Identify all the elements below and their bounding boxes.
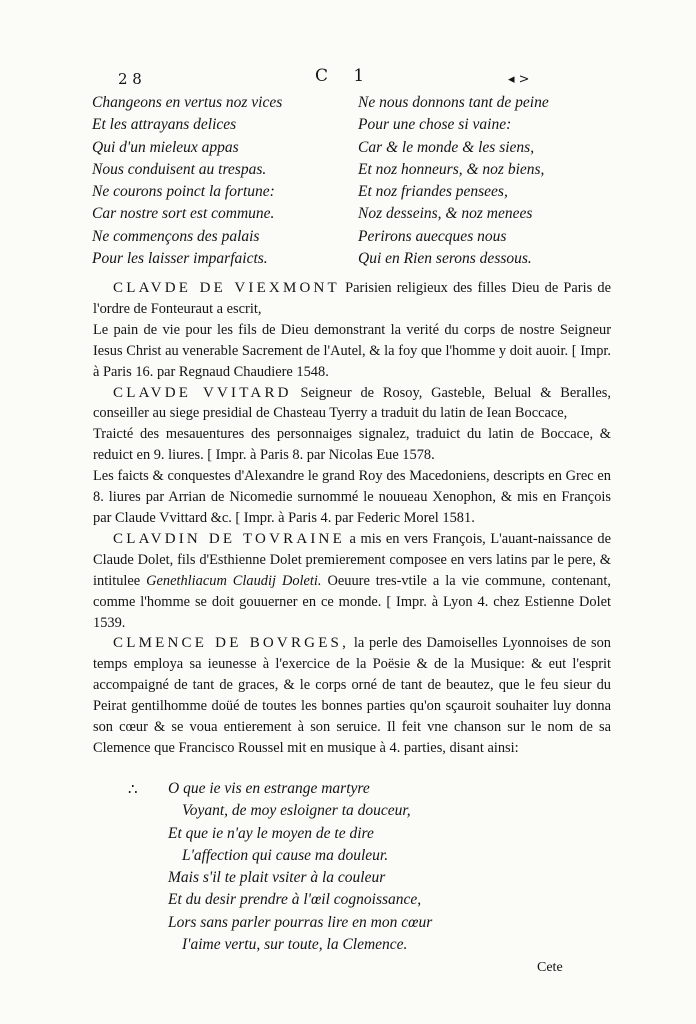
poem-left-column (92, 92, 282, 270)
poem-line: Nous conduisent au trespas. (92, 160, 267, 178)
entry-text: Traicté des mesauentures des personnaiges signalez, traduict du latin de Boccace, & reduict en 9. liures. [ Impr. à Paris 8. par Nicolas Eue 1578. (93, 426, 611, 464)
poem-line: Noz desseins, & noz menees (358, 205, 533, 223)
verse-mark: ∴ (128, 780, 138, 798)
author-name: CLAVDE DE VIEXMONT (113, 280, 340, 296)
verse-line: L'affection qui cause ma douleur. (182, 846, 389, 864)
author-name: CLMENCE DE BOVRGES, (113, 635, 350, 652)
page-number: 2 8 (118, 70, 142, 88)
poem-line: Changeons en vertus noz vices (92, 94, 283, 111)
verse-line: O que ie vis en estrange martyre (168, 780, 370, 797)
entry-work (93, 424, 611, 466)
poem-line: Pour les laisser imparfaicts. (92, 250, 268, 268)
verse-line: Mais s'il te plait vsiter à la couleur (168, 869, 386, 887)
entry-claudin (93, 529, 611, 634)
entry-title-latin: Genethliacum Claudij Doleti. (146, 572, 322, 589)
entry-text: Les faicts & conquestes d'Alexandre le grand Roy des Macedoniens, descripts en Grec en 8. liures par Arrian de Nicomedie surnommé le nouueau Xenophon, & mis en François par Claude Vvittard &c. [ Impr. à Paris 4. par Federic Morel 1581. (93, 468, 611, 526)
entry-text: Seigneur de Rosoy, Gasteble, Belual & Beralles, conseiller au siege presidial de Chasteau Tyerry a traduit du latin de Iean Boccace, (93, 384, 611, 422)
entry-work (93, 320, 611, 383)
entry-work (93, 466, 611, 529)
poem-line: Ne courons poinct la fortune: (92, 183, 275, 201)
entry-vvitard (93, 383, 611, 425)
signature-mark: C 1 (315, 66, 375, 86)
entry-clemence (93, 633, 611, 758)
poem-line: Qui d'un mieleux appas (92, 138, 239, 156)
page-header (110, 66, 580, 92)
poem-line: Et noz honneurs, & noz biens, (358, 160, 545, 178)
verse-line: Et du desir prendre à l'œil cognoissance, (168, 891, 422, 909)
poem-line: Et les attrayans delices (92, 116, 237, 134)
entry-text: Parisien religieux des filles Dieu de Paris de l'ordre de Fonteuraut a escrit, (93, 280, 611, 317)
poem-line: Ne nous donnons tant de peine (358, 94, 549, 111)
poem-right-column (358, 92, 549, 270)
verse-line: Voyant, de moy esloigner ta douceur, (182, 802, 411, 820)
poem-line: Ne commençons des palais (92, 227, 260, 245)
poem-line: Car & le monde & les siens, (358, 138, 535, 156)
author-name: CLAVDE VVITARD (113, 384, 292, 401)
bibliography-entries (93, 278, 611, 759)
entry-text: la perle des Damoiselles Lyonnoises de son temps employa sa ieunesse à l'exercice de la Poësie & de la Musique: & eut l'esprit accompaigné de tant de graces, & le corps orné de tant de beautez, que le feu sieur du Peirat gentilhomme doüé de toutes les bonnes parties qu'on sçauroit souhaiter luy donna son cœur & se voua entierement à son seruice. Il feit vne chanson sur le nom de sa Clemence que Francisco Roussel mit en musique à 4. parties, disant ainsi: (93, 635, 611, 756)
entry-viexmont (93, 278, 611, 320)
margin-mark: ◂ > (508, 72, 530, 87)
verse-line: I'aime vertu, sur toute, la Clemence. (182, 936, 408, 954)
author-name: CLAVDIN DE TOVRAINE (113, 530, 345, 547)
verse-line: Et que ie n'ay le moyen de te dire (168, 824, 374, 842)
entry-text: Le pain de vie pour les fils de Dieu demonstrant la verité du corps de nostre Seigneur Iesus Christ au venerable Sacrement de l'Autel, & la foy que l'homme y doit auoir. [ Impr. à Paris 16. par Regnaud Chaudiere 1548. (93, 321, 611, 380)
poem-line: Car nostre sort est commune. (92, 205, 275, 223)
catchword: Cete (537, 960, 563, 975)
poem-line: Perirons auecques nous (358, 227, 507, 245)
verse-line: Lors sans parler pourras lire en mon cœur (168, 913, 433, 931)
poem-line: Et noz friandes pensees, (358, 183, 508, 201)
chanson-verse (168, 778, 432, 956)
poem-line: Pour une chose si vaine: (358, 116, 512, 134)
entry-text: a mis en vers François, L'auant-naissance de Claude Dolet, fils d'Esthienne Dolet premierement composee en vers latins par le pere, & intitulee (93, 530, 612, 589)
poem-line: Qui en Rien serons dessous. (358, 250, 532, 268)
entry-text: Oeuure tres-vtile a la vie commune, contenant, comme l'homme se doit gouuerner en ce monde. [ Impr. à Lyon 4. chez Estienne Dolet 1539. (93, 572, 611, 631)
